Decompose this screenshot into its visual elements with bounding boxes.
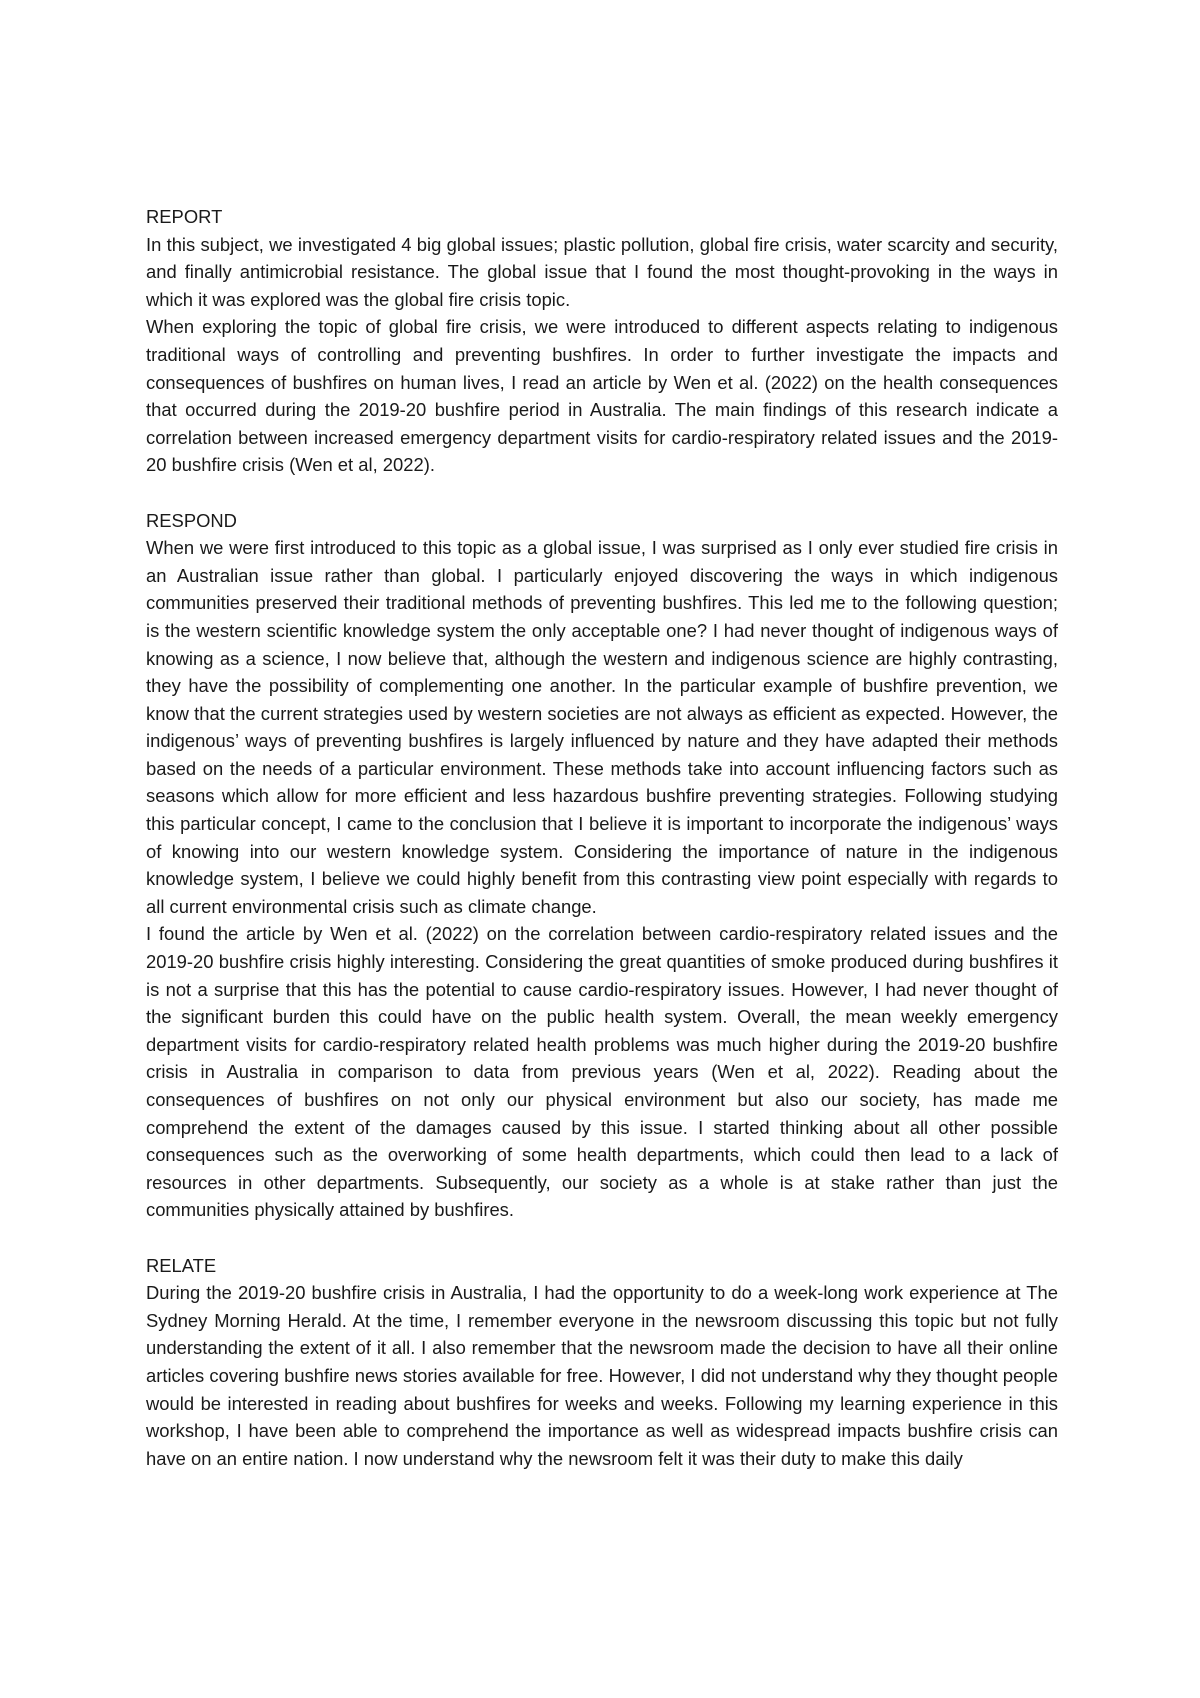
relate-section [146, 1252, 1058, 1473]
document-body [146, 203, 1058, 1472]
respond-section [146, 507, 1058, 1224]
report-paragraph: In this subject, we investigated 4 big global issues; plastic pollution, global fire crisis, water scarcity and security, and finally antimicrobial resistance. The global issue that I found the most thought-provoking in the ways in which it was explored was the global fire crisis topic. [146, 233, 1058, 310]
report-section [146, 203, 1058, 479]
section-spacer [146, 479, 1058, 507]
report-paragraph: When exploring the topic of global fire crisis, we were introduced to different aspects relating to indigenous traditional ways of controlling and preventing bushfires. In order to further investigate the impacts and consequences of bushfires on human lives, I read an article by Wen et al. (2022) on the health consequences that occurred during the 2019-20 bushfire period in Australia. The main findings of this research indicate a correlation between increased emergency department visits for cardio-respiratory related issues and the 2019-20 bushfire crisis (Wen et al, 2022). [146, 316, 1058, 476]
relate-heading: RELATE [146, 1254, 217, 1276]
respond-heading: RESPOND [146, 509, 237, 531]
section-spacer [146, 1224, 1058, 1252]
report-heading: REPORT [146, 206, 223, 227]
relate-paragraph: During the 2019-20 bushfire crisis in Australia, I had the opportunity to do a week-long work experience at The Sydney Morning Herald. At the time, I remember everyone in the newsroom discussing this topic but not fully understanding the extent of it all. I also remember that the newsroom made the decision to have all their online articles covering bushfire news stories available for free. However, I did not understand why they thought people would be interested in reading about bushfires for weeks and weeks. Following my learning experience in this workshop, I have been able to comprehend the importance as well as widespread impacts bushfire crisis can have on an entire nation. I now understand why the newsroom felt it was their duty to make this daily [146, 1282, 1058, 1469]
respond-paragraph: When we were first introduced to this topic as a global issue, I was surprised as I only ever studied fire crisis in an Australian issue rather than global. I particularly enjoyed discovering the ways in which indigenous communities preserved their traditional methods of preventing bushfires. This led me to the following question; is the western scientific knowledge system the only acceptable one? I had never thought of indigenous ways of knowing as a science, I now believe that, although the western and indigenous science are highly contrasting, they have the possibility of complementing one another. In the particular example of bushfire prevention, we know that the current strategies used by western societies are not always as efficient as expected. However, the indigenous’ ways of preventing bushfires is largely influenced by nature and they have adapted their methods based on the needs of a particular environment. These methods take into account influencing factors such as seasons which allow for more efficient and less hazardous bushfire preventing strategies. Following studying this particular concept, I came to the conclusion that I believe it is important to incorporate the indigenous’ ways of knowing into our western knowledge system. Considering the importance of nature in the indigenous knowledge system, I believe we could highly benefit from this contrasting view point especially with regards to all current environmental crisis such as climate change. [146, 537, 1058, 917]
respond-paragraph: I found the article by Wen et al. (2022) on the correlation between cardio-respiratory related issues and the 2019-20 bushfire crisis highly interesting. Considering the great quantities of smoke produced during bushfires it is not a surprise that this has the potential to cause cardio-respiratory issues. However, I had never thought of the significant burden this could have on the public health system. Overall, the mean weekly emergency department visits for cardio-respiratory related health problems was much higher during the 2019-20 bushfire crisis in Australia in comparison to data from previous years (Wen et al, 2022). Reading about the consequences of bushfires on not only our physical environment but also our society, has made me comprehend the extent of the damages caused by this issue. I started thinking about all other possible consequences such as the overworking of some health departments, which could then lead to a lack of resources in other departments. Subsequently, our society as a whole is at stake rather than just the communities physically attained by bushfires. [146, 923, 1058, 1221]
